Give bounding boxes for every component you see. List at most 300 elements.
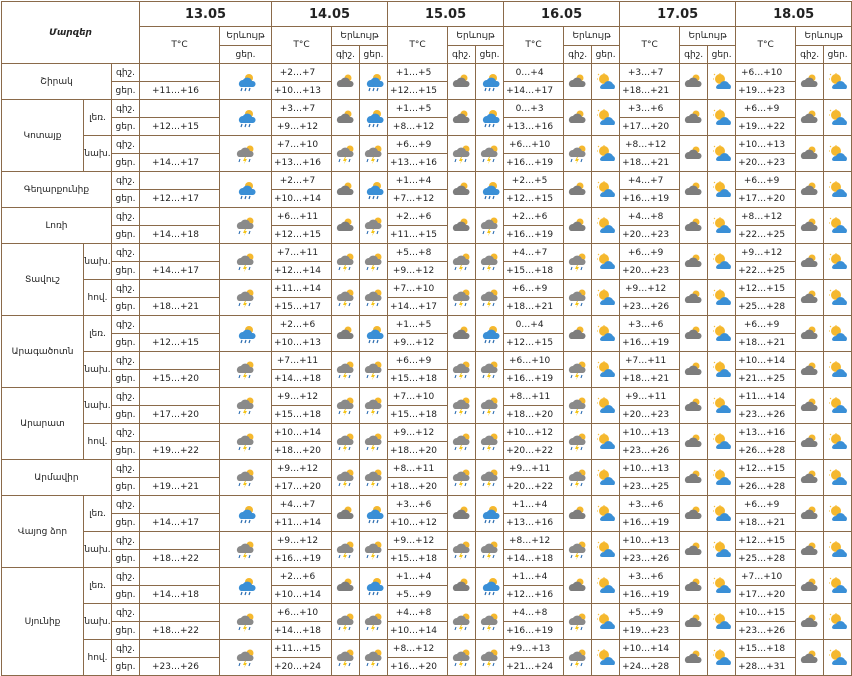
- night-temp: +12…+15: [736, 460, 796, 478]
- day-temp: +25…+28: [736, 298, 796, 316]
- date-header: 15.05: [388, 2, 504, 27]
- storm-icon: [360, 424, 388, 460]
- cloud-icon: [448, 208, 476, 244]
- day-temp: +19…+23: [736, 82, 796, 100]
- storm-icon: [476, 424, 504, 460]
- night-temp: [140, 460, 220, 478]
- rain-icon: [220, 172, 272, 208]
- storm-icon: [220, 388, 272, 424]
- night-temp: +9…+12: [388, 424, 448, 442]
- night-temp: +11…+15: [272, 640, 332, 658]
- day-temp: +28…+31: [736, 658, 796, 676]
- cloud-icon: [332, 100, 360, 136]
- partly-sunny-icon: [708, 496, 736, 532]
- storm-icon: [332, 460, 360, 496]
- cloud-icon: [796, 136, 824, 172]
- day-temp: +9…+12: [272, 118, 332, 136]
- day-temp: +23…+26: [620, 550, 680, 568]
- night-temp: +6…+10: [504, 352, 564, 370]
- day-col-header: ցեր.: [824, 46, 852, 64]
- rain-icon: [476, 496, 504, 532]
- night-label: գիշ.: [112, 424, 140, 442]
- night-temp: +10…+13: [620, 424, 680, 442]
- day-temp: +21…+25: [736, 370, 796, 388]
- cloud-icon: [564, 172, 592, 208]
- night-temp: +3…+6: [620, 100, 680, 118]
- storm-icon: [220, 532, 272, 568]
- night-temp: +7…+11: [272, 244, 332, 262]
- storm-icon: [476, 208, 504, 244]
- night-temp: +6…+9: [388, 136, 448, 154]
- day-temp: +10…+14: [272, 586, 332, 604]
- night-temp: +7…+11: [620, 352, 680, 370]
- storm-icon: [564, 352, 592, 388]
- night-temp: +2…+7: [272, 172, 332, 190]
- cloud-icon: [680, 316, 708, 352]
- partly-sunny-icon: [824, 172, 852, 208]
- phenomena-col-header: Երևույթ: [680, 27, 736, 46]
- storm-icon: [564, 532, 592, 568]
- night-temp: +3…+7: [272, 100, 332, 118]
- cloud-icon: [564, 64, 592, 100]
- partly-sunny-icon: [592, 64, 620, 100]
- partly-sunny-icon: [708, 244, 736, 280]
- cloud-icon: [332, 208, 360, 244]
- storm-icon: [360, 532, 388, 568]
- night-temp: +4…+8: [388, 604, 448, 622]
- storm-icon: [448, 532, 476, 568]
- night-col-header: գիշ.: [564, 46, 592, 64]
- night-temp: +10…+13: [620, 532, 680, 550]
- night-temp: +4…+8: [620, 208, 680, 226]
- cloud-icon: [564, 100, 592, 136]
- rain-icon: [476, 172, 504, 208]
- partly-sunny-icon: [708, 640, 736, 676]
- night-temp: [140, 352, 220, 370]
- rain-icon: [476, 568, 504, 604]
- day-temp: +17…+20: [620, 118, 680, 136]
- partly-sunny-icon: [592, 496, 620, 532]
- region-name: Արագածոտն: [2, 316, 84, 388]
- night-temp: +4…+7: [620, 172, 680, 190]
- night-temp: +7…+10: [736, 568, 796, 586]
- cloud-icon: [332, 568, 360, 604]
- day-temp: +16…+19: [620, 586, 680, 604]
- partly-sunny-icon: [708, 280, 736, 316]
- storm-icon: [360, 208, 388, 244]
- day-temp: +12…+16: [504, 586, 564, 604]
- night-label: գիշ.: [112, 388, 140, 406]
- storm-icon: [564, 280, 592, 316]
- night-temp: [140, 100, 220, 118]
- day-temp: +8…+12: [388, 118, 448, 136]
- storm-icon: [332, 352, 360, 388]
- partly-sunny-icon: [592, 280, 620, 316]
- partly-sunny-icon: [592, 244, 620, 280]
- night-temp: +1…+4: [388, 568, 448, 586]
- partly-sunny-icon: [708, 172, 736, 208]
- day-temp: +23…+26: [140, 658, 220, 676]
- phenomena-col-header: Երևույթ: [564, 27, 620, 46]
- rain-icon: [220, 100, 272, 136]
- day-temp: +20…+23: [620, 406, 680, 424]
- day-label: ցեր.: [112, 586, 140, 604]
- storm-icon: [332, 604, 360, 640]
- night-temp: +3…+6: [620, 568, 680, 586]
- day-temp: +14…+18: [140, 586, 220, 604]
- subregion-label: նախ.: [84, 352, 112, 388]
- cloud-icon: [796, 244, 824, 280]
- night-temp: +1…+5: [388, 64, 448, 82]
- day-temp: +20…+23: [620, 262, 680, 280]
- region-name: Շիրակ: [2, 64, 112, 100]
- storm-icon: [220, 640, 272, 676]
- night-temp: +6…+9: [736, 172, 796, 190]
- day-temp: +19…+23: [620, 622, 680, 640]
- partly-sunny-icon: [592, 424, 620, 460]
- night-temp: +3…+6: [388, 496, 448, 514]
- day-temp: +12…+15: [272, 226, 332, 244]
- date-header: 14.05: [272, 2, 388, 27]
- cloud-icon: [564, 208, 592, 244]
- day-temp: +18…+21: [620, 370, 680, 388]
- day-temp: +26…+28: [736, 478, 796, 496]
- date-header: 18.05: [736, 2, 852, 27]
- day-temp: +20…+22: [504, 478, 564, 496]
- night-temp: +7…+10: [388, 280, 448, 298]
- day-temp: +15…+18: [272, 406, 332, 424]
- night-temp: +2…+6: [272, 568, 332, 586]
- phenomena-col-header: Երևույթ: [448, 27, 504, 46]
- storm-icon: [564, 244, 592, 280]
- day-temp: +18…+20: [388, 442, 448, 460]
- night-label: գիշ.: [112, 280, 140, 298]
- partly-sunny-icon: [708, 532, 736, 568]
- storm-icon: [564, 604, 592, 640]
- night-temp: +7…+11: [272, 352, 332, 370]
- day-label: ցեր.: [112, 514, 140, 532]
- day-temp: +24…+28: [620, 658, 680, 676]
- night-temp: +10…+12: [504, 424, 564, 442]
- night-temp: 0…+4: [504, 316, 564, 334]
- storm-icon: [448, 352, 476, 388]
- storm-icon: [360, 460, 388, 496]
- cloud-icon: [680, 244, 708, 280]
- night-label: գիշ.: [112, 640, 140, 658]
- day-temp: +14…+17: [140, 154, 220, 172]
- night-temp: [140, 280, 220, 298]
- cloud-icon: [332, 496, 360, 532]
- temp-col-header: T°C: [504, 27, 564, 64]
- day-temp: +14…+18: [272, 622, 332, 640]
- day-col-header: ցեր.: [592, 46, 620, 64]
- night-temp: +6…+9: [736, 496, 796, 514]
- day-col-header: ցեր.: [476, 46, 504, 64]
- day-label: ցեր.: [112, 622, 140, 640]
- day-temp: +5…+9: [388, 586, 448, 604]
- phenomena-col-header: Երևույթ: [220, 27, 272, 46]
- night-temp: +8…+11: [504, 388, 564, 406]
- cloud-icon: [448, 568, 476, 604]
- region-name: Արարատ: [2, 388, 84, 460]
- night-temp: +8…+12: [504, 532, 564, 550]
- cloud-icon: [796, 316, 824, 352]
- temp-col-header: T°C: [620, 27, 680, 64]
- storm-icon: [476, 352, 504, 388]
- cloud-icon: [680, 604, 708, 640]
- storm-icon: [360, 280, 388, 316]
- cloud-icon: [332, 316, 360, 352]
- region-name: Գեղարքունիք: [2, 172, 112, 208]
- partly-sunny-icon: [592, 100, 620, 136]
- day-label: ցեր.: [112, 262, 140, 280]
- partly-sunny-icon: [824, 640, 852, 676]
- cloud-icon: [796, 388, 824, 424]
- day-temp: +17…+20: [736, 586, 796, 604]
- cloud-icon: [680, 388, 708, 424]
- storm-icon: [220, 424, 272, 460]
- night-temp: +9…+11: [504, 460, 564, 478]
- storm-icon: [220, 604, 272, 640]
- day-label: ցեր.: [112, 118, 140, 136]
- day-temp: +17…+20: [736, 190, 796, 208]
- night-temp: +1…+4: [388, 172, 448, 190]
- cloud-icon: [796, 604, 824, 640]
- night-temp: 0…+3: [504, 100, 564, 118]
- cloud-icon: [680, 424, 708, 460]
- partly-sunny-icon: [824, 532, 852, 568]
- night-temp: [140, 604, 220, 622]
- storm-icon: [332, 424, 360, 460]
- rain-icon: [360, 100, 388, 136]
- storm-icon: [360, 604, 388, 640]
- night-temp: +12…+15: [736, 280, 796, 298]
- night-col-header: գիշ.: [448, 46, 476, 64]
- storm-icon: [360, 388, 388, 424]
- day-temp: +16…+19: [272, 550, 332, 568]
- night-temp: +10…+15: [736, 604, 796, 622]
- night-label: գիշ.: [112, 604, 140, 622]
- night-label: գիշ.: [112, 496, 140, 514]
- night-temp: [140, 244, 220, 262]
- night-temp: +3…+6: [620, 496, 680, 514]
- day-label: ցեր.: [112, 658, 140, 676]
- storm-icon: [220, 208, 272, 244]
- temp-col-header: T°C: [388, 27, 448, 64]
- night-temp: +7…+10: [272, 136, 332, 154]
- day-label: ցեր.: [112, 550, 140, 568]
- day-label: ցեր.: [112, 154, 140, 172]
- cloud-icon: [448, 64, 476, 100]
- partly-sunny-icon: [592, 604, 620, 640]
- date-header: 16.05: [504, 2, 620, 27]
- night-temp: +3…+7: [620, 64, 680, 82]
- day-temp: +15…+20: [140, 370, 220, 388]
- night-temp: [140, 64, 220, 82]
- cloud-icon: [448, 100, 476, 136]
- storm-icon: [476, 532, 504, 568]
- day-temp: +12…+15: [140, 118, 220, 136]
- storm-icon: [564, 388, 592, 424]
- partly-sunny-icon: [592, 388, 620, 424]
- day-temp: +26…+28: [736, 442, 796, 460]
- day-label: ցեր.: [112, 406, 140, 424]
- phenomena-col-header: Երևույթ: [332, 27, 388, 46]
- day-label: ցեր.: [112, 442, 140, 460]
- storm-icon: [448, 604, 476, 640]
- cloud-icon: [680, 640, 708, 676]
- day-temp: +18…+20: [504, 406, 564, 424]
- night-temp: [140, 316, 220, 334]
- day-temp: +18…+21: [620, 82, 680, 100]
- day-temp: +23…+26: [620, 298, 680, 316]
- day-temp: +16…+19: [504, 226, 564, 244]
- storm-icon: [448, 640, 476, 676]
- storm-icon: [448, 136, 476, 172]
- cloud-icon: [448, 496, 476, 532]
- partly-sunny-icon: [824, 388, 852, 424]
- day-temp: +18…+22: [140, 550, 220, 568]
- night-temp: +8…+12: [388, 640, 448, 658]
- cloud-icon: [796, 208, 824, 244]
- night-col-header: գիշ.: [680, 46, 708, 64]
- day-temp: +11…+14: [272, 514, 332, 532]
- night-temp: +9…+12: [620, 280, 680, 298]
- day-temp: +18…+21: [504, 298, 564, 316]
- night-temp: +1…+4: [504, 568, 564, 586]
- night-temp: +8…+12: [620, 136, 680, 154]
- night-temp: +9…+12: [272, 532, 332, 550]
- cloud-icon: [564, 496, 592, 532]
- day-temp: +15…+17: [272, 298, 332, 316]
- region-name: Լոռի: [2, 208, 112, 244]
- partly-sunny-icon: [592, 136, 620, 172]
- subregion-label: նախ.: [84, 136, 112, 172]
- partly-sunny-icon: [824, 316, 852, 352]
- night-temp: +1…+4: [504, 496, 564, 514]
- night-temp: +4…+7: [504, 244, 564, 262]
- day-temp: +15…+18: [388, 370, 448, 388]
- day-label: ցեր.: [112, 190, 140, 208]
- partly-sunny-icon: [824, 352, 852, 388]
- storm-icon: [360, 640, 388, 676]
- storm-icon: [476, 604, 504, 640]
- cloud-icon: [680, 100, 708, 136]
- subregion-label: լեռ.: [84, 100, 112, 136]
- night-temp: +1…+5: [388, 100, 448, 118]
- storm-icon: [332, 136, 360, 172]
- night-temp: +10…+14: [620, 640, 680, 658]
- day-temp: +15…+18: [504, 262, 564, 280]
- night-temp: +10…+13: [736, 136, 796, 154]
- day-label: ցեր.: [112, 226, 140, 244]
- storm-icon: [564, 460, 592, 496]
- cloud-icon: [680, 64, 708, 100]
- day-temp: +12…+15: [504, 190, 564, 208]
- night-temp: +4…+8: [504, 604, 564, 622]
- subregion-label: հով.: [84, 640, 112, 676]
- partly-sunny-icon: [592, 532, 620, 568]
- subregion-label: լեռ.: [84, 568, 112, 604]
- partly-sunny-icon: [824, 244, 852, 280]
- night-temp: [140, 172, 220, 190]
- storm-icon: [220, 460, 272, 496]
- storm-icon: [332, 388, 360, 424]
- day-temp: +18…+21: [620, 154, 680, 172]
- night-temp: +9…+12: [736, 244, 796, 262]
- day-label: ցեր.: [112, 370, 140, 388]
- night-temp: +6…+9: [736, 100, 796, 118]
- day-temp: +20…+23: [736, 154, 796, 172]
- day-temp: +13…+16: [272, 154, 332, 172]
- day-temp: +10…+13: [272, 334, 332, 352]
- night-temp: +6…+10: [504, 136, 564, 154]
- cloud-icon: [680, 496, 708, 532]
- day-temp: +13…+16: [388, 154, 448, 172]
- day-temp: +10…+14: [272, 190, 332, 208]
- partly-sunny-icon: [592, 352, 620, 388]
- date-header: 13.05: [140, 2, 272, 27]
- night-temp: +11…+14: [736, 388, 796, 406]
- night-temp: +11…+14: [272, 280, 332, 298]
- day-temp: +14…+17: [140, 514, 220, 532]
- day-temp: +18…+20: [388, 478, 448, 496]
- storm-icon: [476, 244, 504, 280]
- storm-icon: [448, 388, 476, 424]
- rain-icon: [360, 64, 388, 100]
- night-temp: +13…+16: [736, 424, 796, 442]
- subregion-label: նախ.: [84, 604, 112, 640]
- subregion-label: հով.: [84, 280, 112, 316]
- night-temp: +1…+5: [388, 316, 448, 334]
- day-temp: +25…+28: [736, 550, 796, 568]
- cloud-icon: [796, 424, 824, 460]
- partly-sunny-icon: [708, 136, 736, 172]
- night-temp: +12…+15: [736, 532, 796, 550]
- day-temp: +16…+19: [620, 190, 680, 208]
- cloud-icon: [796, 352, 824, 388]
- night-label: գիշ.: [112, 352, 140, 370]
- rain-icon: [220, 64, 272, 100]
- cloud-icon: [796, 172, 824, 208]
- day-temp: +17…+20: [272, 478, 332, 496]
- storm-icon: [332, 280, 360, 316]
- rain-icon: [360, 568, 388, 604]
- night-temp: +8…+12: [736, 208, 796, 226]
- subregion-label: լեռ.: [84, 496, 112, 532]
- night-temp: +6…+10: [272, 604, 332, 622]
- day-temp: +12…+14: [272, 262, 332, 280]
- storm-icon: [332, 640, 360, 676]
- day-temp: +23…+25: [620, 478, 680, 496]
- night-label: գիշ.: [112, 100, 140, 118]
- day-temp: +14…+18: [140, 226, 220, 244]
- partly-sunny-icon: [592, 208, 620, 244]
- day-temp: +22…+25: [736, 262, 796, 280]
- subregion-label: նախ.: [84, 388, 112, 424]
- subregion-label: լեռ.: [84, 316, 112, 352]
- storm-icon: [476, 280, 504, 316]
- day-label: ցեր.: [112, 478, 140, 496]
- day-temp: +10…+14: [388, 622, 448, 640]
- storm-icon: [564, 640, 592, 676]
- subregion-label: հով.: [84, 424, 112, 460]
- cloud-icon: [680, 352, 708, 388]
- temp-col-header: T°C: [736, 27, 796, 64]
- day-temp: +9…+12: [388, 334, 448, 352]
- rain-icon: [360, 496, 388, 532]
- day-temp: +19…+22: [736, 118, 796, 136]
